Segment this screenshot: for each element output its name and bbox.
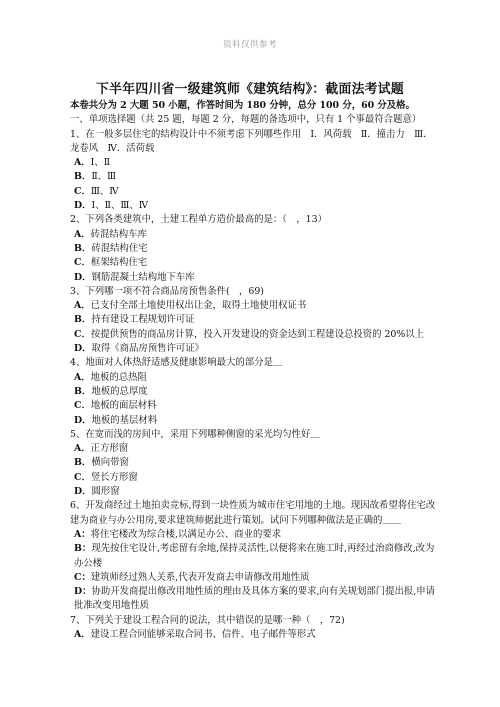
question-list — [70, 128, 436, 643]
answer-option — [70, 313, 436, 327]
option-text: 砖混结构车库 — [90, 228, 147, 240]
section-heading: 一、单项选择题（共 25 题，每题 2 分，每题的备选项中，只有 1 个事最符合题意） — [70, 114, 422, 126]
option-key: B． — [74, 457, 92, 469]
option-key: D． — [74, 271, 92, 283]
option-text: 已支付全部土地使用权出让金，取得土地使用权证书 — [90, 300, 307, 312]
question-stem: 3、下列哪一项不符合商品房预售条件( ，69) — [70, 285, 264, 297]
option-key: C： — [74, 571, 91, 583]
answer-option — [70, 371, 436, 385]
option-text: 钢筋混凝土结构地下车库 — [91, 271, 195, 283]
option-key: C． — [74, 328, 91, 340]
option-key: A． — [74, 443, 91, 455]
answer-option — [70, 328, 436, 342]
option-text: 协助开发商提出修改用地性质的理由及具体方案的要求,向有关规划部门提出报,申请批准改变用地性质 — [74, 586, 435, 612]
answer-option — [70, 299, 436, 313]
option-key: D． — [74, 200, 92, 212]
answer-option — [70, 528, 436, 542]
answer-option — [70, 585, 436, 614]
exam-intro: 本卷共分为 2 大题 50 小题，作答时间为 180 分钟，总分 100 分，60 分及格。 — [70, 100, 415, 111]
answer-option — [70, 185, 436, 199]
option-text: 建设工程合同能够采取合同书、信件、电子邮件等形式 — [90, 628, 316, 640]
question-block — [70, 213, 436, 284]
question-stem: 2、下列各类建筑中，土建工程单方造价最高的是：（ ，13） — [70, 214, 327, 226]
option-key: D． — [74, 343, 92, 355]
answer-option — [70, 199, 436, 213]
option-text: 框架结构住宅 — [90, 257, 148, 269]
option-key: B． — [74, 242, 92, 254]
option-key: A． — [74, 228, 91, 240]
answer-option — [70, 242, 436, 256]
option-key: B． — [74, 171, 92, 183]
option-key: C． — [74, 471, 91, 483]
option-key: B． — [74, 314, 92, 326]
answer-option — [70, 485, 436, 499]
option-text: 砖混结构住宅 — [91, 242, 148, 254]
option-text: 地板的总厚度 — [91, 385, 148, 397]
question-block — [70, 499, 436, 613]
question-stem: 4、地面对人体热舒适感及健康影响最大的部分是＿ — [70, 357, 283, 369]
option-text: Ⅰ、Ⅱ — [90, 157, 111, 169]
question-block — [70, 285, 436, 356]
option-key: D． — [74, 414, 92, 426]
answer-option — [70, 385, 436, 399]
answer-option — [70, 542, 436, 571]
option-key: B． — [74, 385, 92, 397]
option-key: D： — [74, 586, 92, 598]
option-key: C． — [74, 257, 91, 269]
option-text: 地板的面层材料 — [90, 400, 157, 412]
page-title: 下半年四川省一级建筑师《建筑结构》：截面法考试题 — [96, 82, 404, 97]
option-text: 取得《商品房预售许可证》 — [91, 343, 205, 355]
answer-option — [70, 399, 436, 413]
option-text: 正方形窗 — [90, 443, 129, 455]
option-key: A． — [74, 300, 91, 312]
option-text: 将住宅楼改为综合楼,以满足办公、商业的要求 — [90, 528, 282, 540]
answer-option — [70, 571, 436, 585]
question-block — [70, 428, 436, 499]
option-key: A： — [74, 528, 91, 540]
answer-option — [70, 456, 436, 470]
option-text: Ⅰ、Ⅱ、Ⅲ、Ⅳ — [91, 200, 149, 212]
answer-option — [70, 170, 436, 184]
option-key: A． — [74, 628, 91, 640]
answer-option — [70, 628, 436, 642]
option-key: D． — [74, 486, 92, 498]
option-text: 竖长方形窗 — [90, 471, 138, 483]
option-key: B： — [74, 543, 92, 555]
option-text: 持有建设工程规划许可证 — [91, 314, 195, 326]
option-text: 地板的总热阻 — [90, 371, 147, 383]
question-stem: 5、在宽而浅的房间中，采用下列哪种侧窗的采光均匀性好＿ — [70, 428, 320, 440]
header-note: 资料仅供参考 — [222, 40, 277, 50]
answer-option — [70, 342, 436, 356]
option-key: A． — [74, 371, 91, 383]
option-text: 圆形窗 — [91, 486, 120, 498]
answer-option — [70, 256, 436, 270]
option-text: 地板的基层材料 — [91, 414, 158, 426]
question-stem: 7、下列关于建设工程合同的说法，其中错误的是哪一种（ ，72) — [70, 614, 345, 626]
answer-option — [70, 414, 436, 428]
answer-option — [70, 471, 436, 485]
answer-option — [70, 228, 436, 242]
question-stem: 1、在一般多层住宅的结构设计中不须考虑下列哪些作用 Ⅰ．风荷载 Ⅱ．撞击力 Ⅲ．龙卷风 Ⅳ．活荷载 — [70, 128, 433, 154]
answer-option — [70, 271, 436, 285]
option-text: 现先按住宅设计,考虑留有余地,保持灵活性,以便将来在施工时,再经过治商修改,改为办公楼 — [74, 543, 435, 569]
option-key: C． — [74, 185, 91, 197]
option-text: 按提供预售的商品房计算，投入开发建设的资金达到工程建设总投资的 20%以上 — [90, 328, 425, 340]
answer-option — [70, 156, 436, 170]
option-text: Ⅲ、Ⅳ — [90, 185, 119, 197]
answer-option — [70, 442, 436, 456]
option-key: A． — [74, 157, 91, 169]
option-text: 横向带窗 — [91, 457, 129, 469]
question-stem: 6、开发商经过土地拍卖竞标,得到一块性质为城市住宅用地的土地。现因故希望将住宅改建为商业与办公用房,要求建筑师据此进行策划。试问下列哪种做法是正确的＿＿ — [70, 500, 436, 526]
option-key: C． — [74, 400, 91, 412]
question-block — [70, 356, 436, 427]
exam-body — [70, 99, 436, 642]
option-text: Ⅱ、Ⅲ — [91, 171, 117, 183]
question-block — [70, 614, 436, 643]
option-text: 建筑师经过熟人关系,代表开发商去申请修改用地性质 — [90, 571, 310, 583]
question-block — [70, 128, 436, 214]
